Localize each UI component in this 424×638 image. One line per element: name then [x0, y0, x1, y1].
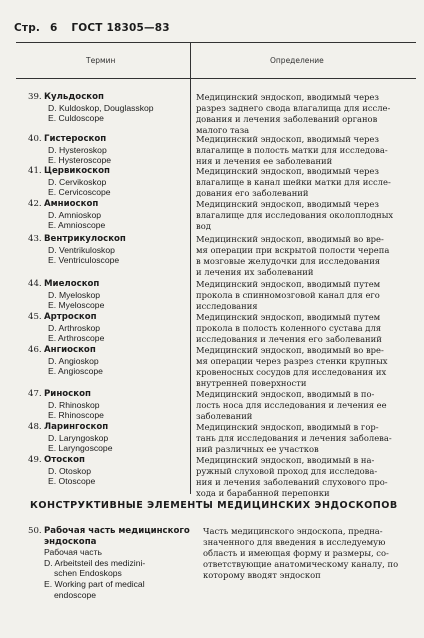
term-en: E. Arthroscope — [48, 333, 105, 344]
entry-number: 49. — [28, 455, 42, 465]
term-cell — [44, 526, 214, 600]
section-title: КОНСТРУКТИВНЫЕ ЭЛЕМЕНТЫ МЕДИЦИНСКИХ ЭНДОСКОПОВ — [30, 500, 398, 511]
term-en: E. Otoscope — [48, 476, 96, 487]
term-en: E. Amnioscope — [48, 220, 106, 231]
term-de: D. Amnioskop — [48, 209, 102, 220]
entry-number: 42. — [28, 199, 42, 209]
term-en: E. Rhinoscope — [48, 410, 104, 421]
term-de: D. Kuldoskop, Douglasskop — [48, 102, 154, 113]
term-cell — [44, 312, 192, 344]
definition-line: Медицинский эндоскоп, вводимый в гор- — [196, 422, 379, 432]
definition-line: хода и барабанной перепонки — [196, 487, 330, 498]
definition-line: в мозговые желудочки для исследования — [196, 255, 381, 266]
term-ru: Рабочая часть медицинского — [44, 526, 190, 536]
definition-cell — [196, 422, 422, 455]
entry-number: 45. — [28, 312, 42, 322]
definition-cell — [203, 526, 423, 581]
definition-line: и лечения их заболеваний — [196, 266, 314, 277]
definition-line: Медицинский эндоскоп, вводимый через — [196, 199, 379, 209]
definition-line: ружный слуховой проход для исследова- — [196, 465, 378, 476]
term-ru: Вентрикулоскоп — [44, 234, 126, 244]
term-cell — [44, 455, 192, 487]
definition-cell — [196, 312, 422, 345]
term-de: D. Otoskop — [48, 465, 91, 476]
term-de: D. Laryngoskop — [48, 432, 109, 443]
definition-line: заболеваний — [196, 410, 253, 421]
definition-cell — [196, 455, 422, 499]
definition-line: лость носа для исследования и лечения ее — [196, 399, 387, 410]
entry-number: 47. — [28, 389, 42, 399]
term-ru: Артроскоп — [44, 312, 97, 322]
definition-cell — [196, 234, 422, 278]
definition-cell — [196, 279, 422, 312]
definition-line: ния и лечения заболеваний слухового про- — [196, 476, 388, 487]
definition-line: тань для исследования и лечения заболева- — [196, 432, 392, 443]
term-cell — [44, 279, 192, 311]
term-cell — [44, 234, 192, 266]
term-ru: Амниоскоп — [44, 199, 99, 209]
term-cell — [44, 389, 192, 421]
term-ru: Ангиоскоп — [44, 345, 96, 355]
term-ru: Миелоскоп — [44, 279, 100, 289]
definition-line: прокола в спинномозговой канал для его — [196, 289, 380, 300]
definition-line: ответствующие анатомическому каналу, по — [203, 558, 399, 569]
definition-line: исследования и лечения его заболеваний — [196, 333, 382, 344]
entry-number: 41. — [28, 166, 42, 176]
entry-number: 40. — [28, 134, 42, 144]
term-cell — [44, 166, 192, 198]
standard-number: ГОСТ 18305—83 — [71, 22, 170, 34]
column-header-term: Термин — [86, 56, 116, 65]
term-cell — [44, 92, 192, 124]
term-en: endoscope — [54, 589, 97, 600]
term-ru: Кульдоскоп — [44, 92, 104, 102]
term-cell — [44, 345, 192, 377]
term-de: schen Endoskops — [54, 568, 122, 579]
definition-cell — [196, 134, 422, 167]
entry-number: 46. — [28, 345, 42, 355]
column-header-definition: Определение — [270, 56, 324, 65]
term-cell — [44, 199, 192, 231]
definition-line: которому вводят эндоскоп — [203, 569, 321, 580]
definition-line: прокола в полость коленного сустава для — [196, 322, 382, 333]
table-top-rule — [16, 42, 416, 43]
term-de: D. Myeloskop — [48, 289, 101, 300]
term-en: E. Laryngoscope — [48, 443, 113, 454]
definition-line: исследования — [196, 300, 258, 311]
term-de: D. Rhinoskop — [48, 399, 100, 410]
definition-line: Медицинский эндоскоп, вводимый во вре- — [196, 345, 384, 355]
entry-number: 39. — [28, 92, 42, 102]
definition-line: Медицинский эндоскоп, вводимый через — [196, 134, 379, 144]
page-label: Стр. — [14, 22, 41, 34]
definition-cell — [196, 166, 422, 199]
definition-line: Медицинский эндоскоп, вводимый через — [196, 92, 379, 102]
definition-line: Медицинский эндоскоп, вводимый через — [196, 166, 379, 176]
term-ru: эндоскопа — [44, 536, 97, 547]
definition-line: Медицинский эндоскоп, вводимый в на- — [196, 455, 375, 465]
term-de: D. Hysteroskop — [48, 144, 107, 155]
table-header-rule — [16, 78, 416, 79]
definition-line: область и имеющая форму и размеры, со- — [203, 547, 389, 558]
definition-line: дования его заболеваний — [196, 187, 309, 198]
term-cell — [44, 422, 192, 454]
term-ru: Риноскоп — [44, 389, 91, 399]
definition-line: Медицинский эндоскоп, вводимый во вре- — [196, 234, 384, 244]
definition-line: мя операции при вскрытой полости черепа — [196, 244, 390, 255]
term-ru: Цервикоскоп — [44, 166, 110, 176]
definition-line: мя операции через разрез стенки крупных — [196, 355, 388, 366]
definition-line: разрез заднего свода влагалища для иссле- — [196, 102, 391, 113]
term-en: E. Ventriculoscope — [48, 255, 120, 266]
term-ru: Ларингоскоп — [44, 422, 109, 432]
term-en: E. Cervicoscope — [48, 187, 111, 198]
definition-line: влагалище в полость матки для исследова- — [196, 144, 388, 155]
definition-line: Медицинский эндоскоп, вводимый в по- — [196, 389, 375, 399]
definition-line: значенного для введения в исследуемую — [203, 536, 386, 547]
term-de: D. Ventrikuloskop — [48, 244, 115, 255]
term-en: E. Culdoscope — [48, 113, 104, 124]
definition-line: дования и лечения заболеваний органов — [196, 113, 378, 124]
entry-number: 44. — [28, 279, 42, 289]
definition-line: влагалище в канал шейки матки для иссле- — [196, 176, 391, 187]
term-en: E. Myeloscope — [48, 300, 105, 311]
definition-line: малого таза — [196, 124, 250, 135]
term-en: E. Hysteroscope — [48, 155, 112, 166]
definition-line: вод — [196, 220, 211, 231]
definition-cell — [196, 92, 422, 136]
term-cell — [44, 134, 192, 166]
definition-cell — [196, 345, 422, 389]
term-de: D. Angioskop — [48, 355, 99, 366]
term-en: E. Working part of medical — [44, 578, 145, 589]
entry-number: 43. — [28, 234, 42, 244]
term-de: D. Arbeitsteil des medizini- — [44, 557, 146, 568]
entry-number: 48. — [28, 422, 42, 432]
term-ru: Отоскоп — [44, 455, 85, 465]
definition-line: ния и лечения ее заболеваний — [196, 155, 333, 166]
page-number: 6 — [49, 22, 58, 34]
term-ru-short: Рабочая часть — [44, 547, 103, 558]
definition-line: ний различных ее участков — [196, 443, 319, 454]
definition-line: влагалище для исследования околоплодных — [196, 209, 394, 220]
definition-line: внутренней поверхности — [196, 377, 307, 388]
term-de: D. Arthroskop — [48, 322, 101, 333]
definition-line: кровеносных сосудов для исследования их — [196, 366, 387, 377]
page-header — [14, 22, 170, 34]
definition-cell — [196, 389, 422, 422]
definition-line: Часть медицинского эндоскопа, предна- — [203, 526, 383, 536]
definition-line: Медицинский эндоскоп, вводимый путем — [196, 279, 381, 289]
entry-number: 50. — [28, 526, 42, 536]
term-de: D. Cervikoskop — [48, 176, 107, 187]
term-en: E. Angioscope — [48, 366, 103, 377]
definition-cell — [196, 199, 422, 232]
definition-line: Медицинский эндоскоп, вводимый путем — [196, 312, 381, 322]
term-ru: Гистероскоп — [44, 134, 107, 144]
